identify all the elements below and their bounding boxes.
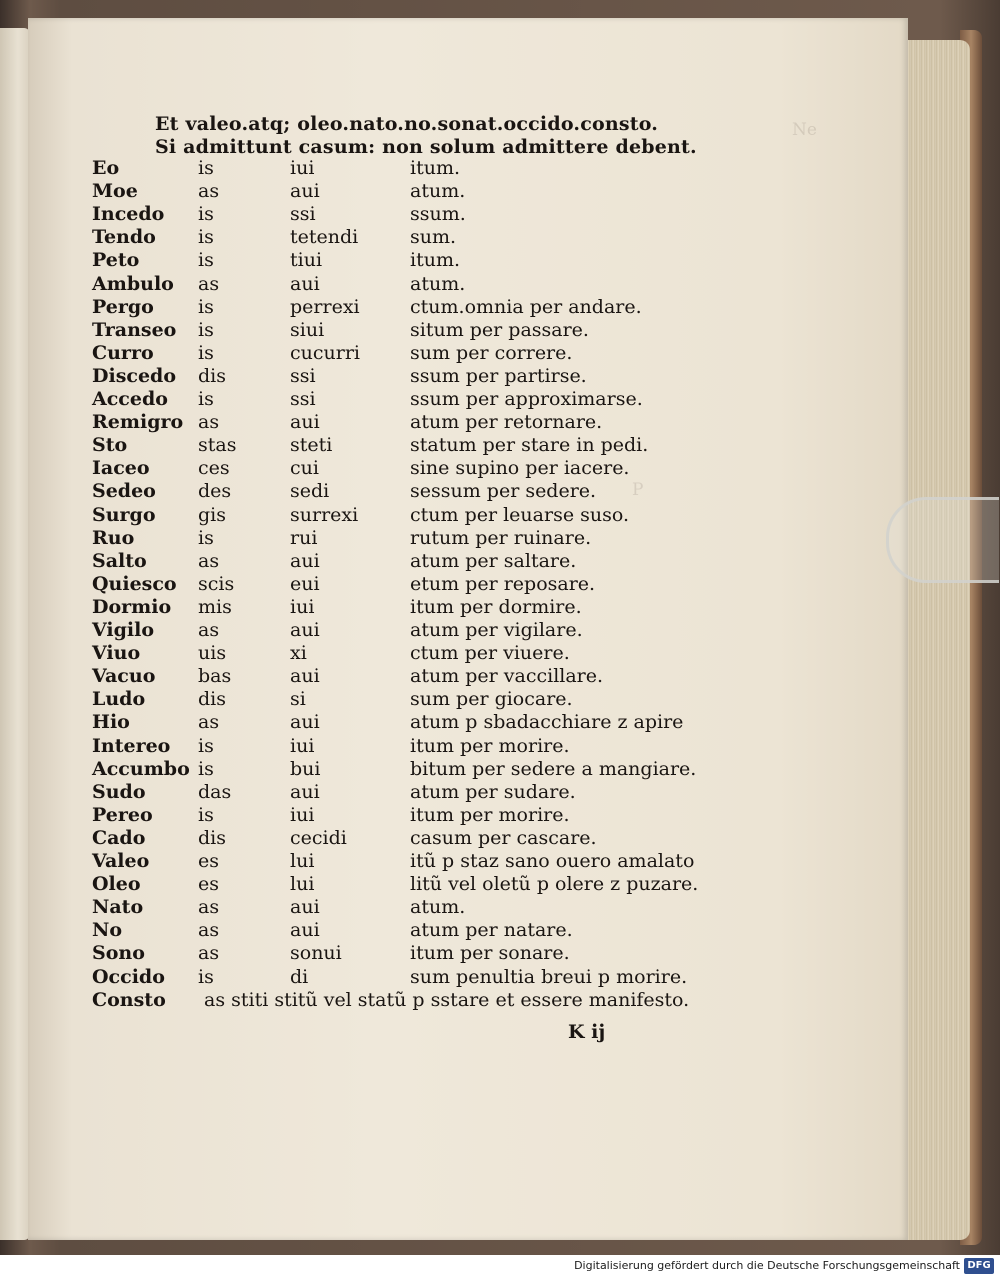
verb-word: Hio <box>92 711 130 734</box>
verb-ending: das <box>198 780 232 803</box>
verb-word: Ambulo <box>92 272 174 295</box>
verb-perfect: ssi <box>290 203 316 226</box>
verb-supine-gloss: itum per morire. <box>410 734 570 757</box>
verb-perfect: lui <box>290 850 315 872</box>
verb-supine-gloss: atum per saltare. <box>410 549 577 572</box>
page-fore-edge <box>900 40 970 1240</box>
verb-supine-gloss: atum per natare. <box>410 919 573 942</box>
verb-word: Valeo <box>92 850 150 872</box>
verb-ending: as <box>198 896 220 919</box>
verb-ending: is <box>198 295 214 318</box>
header-line-1: Et valeo.atq; oleo.nato.no.sonat.occido.consto. <box>155 113 659 135</box>
verb-perfect: lui <box>290 873 315 896</box>
verb-ending: is <box>198 341 214 364</box>
verb-ending: is <box>198 734 214 757</box>
verb-perfect: surrexi <box>290 503 359 526</box>
verb-word: Ruo <box>92 526 135 549</box>
verb-ending: is <box>198 203 214 226</box>
verb-perfect: tiui <box>290 249 323 272</box>
verb-perfect: aui <box>290 711 320 734</box>
verb-supine-gloss: situm per passare. <box>410 318 589 341</box>
verb-word: Ludo <box>92 688 146 711</box>
verb-perfect: ssi <box>290 364 316 387</box>
verb-supine-gloss: etum per reposare. <box>410 572 596 595</box>
verb-ending: as <box>198 619 220 641</box>
verb-ending: mis <box>198 595 232 618</box>
verb-supine-gloss: ssum per partirse. <box>410 364 587 387</box>
dfg-logo-icon: DFG <box>964 1258 994 1274</box>
verb-word: Remigro <box>92 411 184 434</box>
verb-ending: is <box>198 249 214 272</box>
footer-credit: Digitalisierung gefördert durch die Deutsche Forschungsgemeinschaft <box>574 1259 960 1272</box>
verb-perfect: ssi <box>290 388 316 410</box>
verb-ending: gis <box>198 503 226 526</box>
verb-word: Nato <box>92 896 144 919</box>
verb-ending: es <box>198 850 219 872</box>
verb-ending: scis <box>198 572 235 595</box>
verb-supine-gloss: ctum.omnia per andare. <box>410 295 642 318</box>
verb-ending: as <box>198 942 220 965</box>
verb-ending: dis <box>198 688 226 711</box>
verb-word: Eo <box>92 157 120 179</box>
verb-word: Sto <box>92 434 128 457</box>
verb-supine-gloss: rutum per ruinare. <box>410 526 592 549</box>
verb-word: Peto <box>92 249 140 272</box>
verb-supine-gloss: atum per retornare. <box>410 411 603 434</box>
verb-supine-gloss: litũ vel oletũ p olere z puzare. <box>410 873 699 896</box>
verb-word: Sono <box>92 942 145 965</box>
verb-perfect: aui <box>290 549 320 572</box>
verb-ending: as <box>198 549 220 572</box>
verb-word: Accedo <box>92 388 168 410</box>
verb-ending: is <box>198 157 214 179</box>
verb-word: Sedeo <box>92 480 156 503</box>
verb-supine-gloss: atum. <box>410 896 466 919</box>
verb-word: Curro <box>92 341 154 364</box>
verb-ending: bas <box>198 665 232 688</box>
verb-perfect: steti <box>290 434 333 457</box>
bleed-through-mark: P <box>632 480 644 500</box>
verb-perfect: sonui <box>290 942 342 965</box>
verb-perfect: siui <box>290 318 325 341</box>
verb-word: Incedo <box>92 203 165 226</box>
verb-supine-gloss: atum. <box>410 272 466 295</box>
footer-bar <box>0 1255 1000 1278</box>
verb-word: Tendo <box>92 226 156 249</box>
verb-table <box>92 157 699 1027</box>
verb-ending: is <box>198 757 214 780</box>
verb-perfect: cecidi <box>290 826 347 849</box>
verb-ending: stas <box>198 434 237 457</box>
verb-perfect: iui <box>290 595 315 618</box>
bleed-through-mark: Ne <box>792 120 817 140</box>
verb-supine-gloss: itum. <box>410 157 461 179</box>
verb-ending: is <box>198 226 214 249</box>
verb-ending: uis <box>198 642 227 665</box>
verb-perfect: bui <box>290 757 321 780</box>
verb-supine-gloss: atum per vigilare. <box>410 619 583 641</box>
verb-supine-gloss: sine supino per iacere. <box>410 457 630 480</box>
verb-ending: des <box>198 480 232 503</box>
verb-supine-gloss: itum per sonare. <box>410 942 570 965</box>
verb-word: Moe <box>92 180 138 203</box>
header-line-2: Si admittunt casum: non solum admittere debent. <box>155 136 697 158</box>
verb-word: Cado <box>92 826 146 849</box>
verb-perfect: iui <box>290 803 315 826</box>
verb-word: Occido <box>92 965 165 988</box>
verb-ending: es <box>198 873 219 896</box>
verb-perfect: aui <box>290 780 320 803</box>
verb-supine-gloss: atum p sbadacchiare z apire <box>410 711 684 734</box>
verb-supine-gloss: ctum per leuarse suso. <box>410 503 629 526</box>
signature-mark: K ij <box>568 1021 606 1043</box>
verb-supine-gloss: casum per cascare. <box>410 826 597 849</box>
verb-word: Salto <box>92 549 147 572</box>
verb-supine-gloss: ctum per viuere. <box>410 642 570 665</box>
verb-ending: as <box>198 180 220 203</box>
verb-ending: as <box>198 919 220 942</box>
verb-ending: as <box>198 711 220 734</box>
verb-perfect: sedi <box>290 480 330 503</box>
verb-ending: as <box>198 411 220 434</box>
verb-word: Vigilo <box>92 619 155 641</box>
verb-ending: ces <box>198 457 230 480</box>
verb-perfect: cui <box>290 457 319 480</box>
verb-word: Dormio <box>92 595 172 618</box>
verb-supine-gloss: atum. <box>410 180 466 203</box>
verb-perfect: aui <box>290 272 320 295</box>
verb-perfect: aui <box>290 411 320 434</box>
verb-word: No <box>92 919 123 942</box>
verb-supine-gloss: statum per stare in pedi. <box>410 434 649 457</box>
verb-word: Pergo <box>92 295 154 318</box>
verb-word: Discedo <box>92 364 177 387</box>
verb-perfect: iui <box>290 157 315 179</box>
left-page-edge <box>0 28 30 1240</box>
verb-supine-gloss: atum per sudare. <box>410 780 576 803</box>
verb-word: Surgo <box>92 503 156 526</box>
verb-supine-gloss: itum per dormire. <box>410 595 582 618</box>
verb-ending: is <box>198 526 214 549</box>
verb-perfect: perrexi <box>290 295 360 318</box>
verb-perfect: aui <box>290 665 320 688</box>
verb-supine-gloss: ssum per approximarse. <box>410 388 643 410</box>
verb-perfect: cucurri <box>290 341 360 364</box>
verb-word: Viuo <box>92 642 141 665</box>
verb-word: Transeo <box>92 318 177 341</box>
verb-perfect: aui <box>290 919 320 942</box>
verb-supine-gloss: sum. <box>410 226 457 249</box>
book-clamp <box>886 497 999 583</box>
verb-word: Consto <box>92 988 166 1011</box>
verb-word: Oleo <box>92 873 141 896</box>
verb-ending: is <box>198 803 214 826</box>
verb-word: Accumbo <box>92 757 190 780</box>
verb-ending: is <box>198 388 214 410</box>
verb-word: Sudo <box>92 780 146 803</box>
verb-perfect: di <box>290 965 309 988</box>
verb-ending: dis <box>198 364 226 387</box>
verb-ending: dis <box>198 826 226 849</box>
verb-perfect: rui <box>290 526 318 549</box>
verb-word: Pereo <box>92 803 153 826</box>
verb-supine-gloss: itũ p staz sano ouero amalato <box>410 850 695 872</box>
verb-ending: is <box>198 965 214 988</box>
verb-supine-gloss: sum per giocare. <box>410 688 573 711</box>
verb-perfect: eui <box>290 572 320 595</box>
verb-perfect: iui <box>290 734 315 757</box>
verb-supine-gloss: itum. <box>410 249 461 272</box>
verb-word: Intereo <box>92 734 171 757</box>
verb-perfect: aui <box>290 896 320 919</box>
verb-perfect: aui <box>290 619 320 641</box>
verb-supine-gloss: sum per correre. <box>410 341 573 364</box>
verb-perfect: tetendi <box>290 226 359 249</box>
verb-ending: as <box>198 272 220 295</box>
verb-ending: is <box>198 318 214 341</box>
verb-rest: as stiti stitũ vel statũ p sstare et essere manifesto. <box>204 988 690 1011</box>
verb-perfect: xi <box>290 642 307 665</box>
verb-supine-gloss: sum penultia breui p morire. <box>410 965 688 988</box>
verb-supine-gloss: itum per morire. <box>410 803 570 826</box>
verb-supine-gloss: atum per vaccillare. <box>410 665 604 688</box>
verb-supine-gloss: bitum per sedere a mangiare. <box>410 757 697 780</box>
verb-word: Vacuo <box>92 665 156 688</box>
verb-supine-gloss: ssum. <box>410 203 466 226</box>
verb-supine-gloss: sessum per sedere. <box>410 480 597 503</box>
verb-perfect: aui <box>290 180 320 203</box>
verb-word: Quiesco <box>92 572 177 595</box>
verb-word: Iaceo <box>92 457 150 480</box>
verb-perfect: si <box>290 688 306 711</box>
